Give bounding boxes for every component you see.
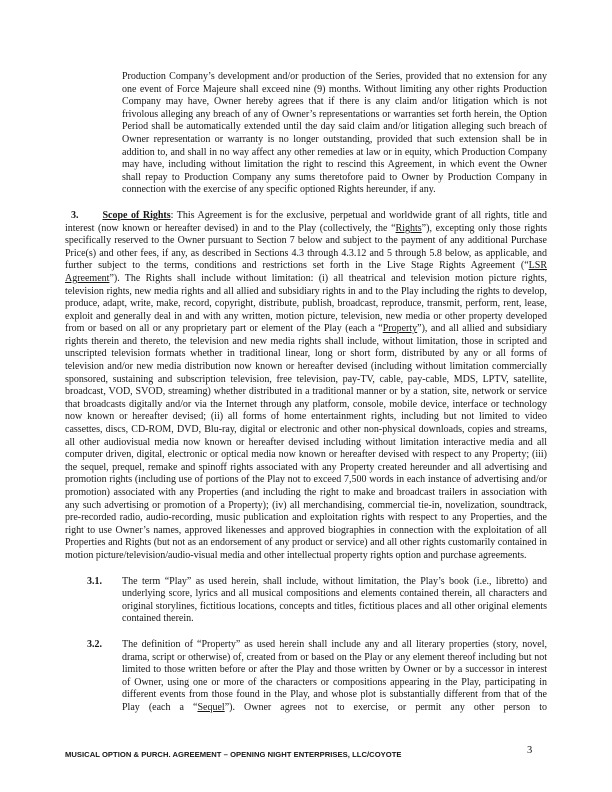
- section-3-paragraph: [65, 210, 547, 563]
- defined-term-lsr-agreement: LSR Agreement: [65, 260, 547, 284]
- document-body: [65, 71, 547, 728]
- section-3-2-paragraph: [65, 639, 547, 715]
- text-segment: ”). The Rights shall include without limitation: (i) all theatrical and television motion picture rights, television rights, new media rights and all allied and subsidiary rights in and to the Play including the rights to develop, produce, adapt, write, make, record, copyright, distribute, publish, broadcast, reproduce, transmit, perform, rent, lease, exploit and generally deal in and with any written, motion picture, television, new media or other property developed from or based on all or any proprietary part or element of the Play (each a “: [65, 272, 547, 335]
- page-number: 3: [527, 745, 533, 756]
- footer-document-title: MUSICAL OPTION & PURCH. AGREEMENT – OPENING NIGHT ENTERPRISES, LLC/COYOTE: [65, 750, 402, 759]
- defined-term-sequel: Sequel: [197, 701, 225, 713]
- text-segment: : This Agreement is for the exclusive, perpetual and worldwide grant of all rights, title and interest (now known or hereafter devised) in and to the Play (collectively, the “: [65, 209, 547, 234]
- section-heading: Scope of Rights: [102, 209, 171, 221]
- continuation-paragraph: [65, 71, 547, 197]
- subsection-number: 3.1.: [87, 575, 102, 587]
- text-segment: ”). Owner agrees not to exercise, or permit any other person to: [224, 701, 547, 713]
- text-segment: ”), and all allied and subsidiary rights therein and thereto, the television and new media rights shall include, without limitation, those in scripted and unscripted television formats whether in traditional linear, long or short form, distributed by any or all forms of television and/or new media distribution now known or hereafter devised (including without limitation commercially sponsored, sustaining and subscription television, free television, pay-TV, cable, pay-cable, MDS, LPTV, satellite, broadcast, VOD, SVOD, streaming) whether distributed in a traditional manner or by a station, site, network or service that broadcasts digitally and/or via the Internet through any platform, console, mobile device, interface or technology now known or hereafter devised; (ii) all forms of home entertainment rights, including but not limited to video cassettes, discs, CD-ROM, DVD, Blu-ray, digital or electronic and other non-physical downloads, copies and streams, all other audiovisual media now known or hereafter devised including without limitation interactive media and all computer driven, digital, electronic or optical media now known or hereafter devised with respect to any Property; (iii) the sequel, prequel, remake and spinoff rights associated with any Property created hereunder and all advertising and promotion rights (including use of portions of the Play not to exceed 7,500 words in each instance of advertising and/or promotion) associated with any Properties (and including the right to make and broadcast trailers in association with any such advertising or promotion of a Property); (iv) all merchandising, commercial tie-in, novelization, soundtrack, pre-recorded radio, audio-recording, music publication and exploitation rights with respect to any Properties, and the right to use Owner’s names, approved likenesses and approved biographies in connection with the exploitation of all Properties and Rights (but not as an endorsement of any product or service) and all other rights customarily contained in motion picture/television/audio-visual media and other intellectual property rights option and purchase agreements.: [65, 323, 547, 561]
- subsection-number: 3.2.: [87, 638, 102, 650]
- defined-term-rights: Rights: [395, 222, 422, 234]
- text-segment: The definition of “Property” as used herein shall include any and all literary properties (story, novel, drama, script or otherwise) of, created from or based on the Play or any element thereof including but not limited to those written before or after the Play and those written by Owner or by a successor in interest of Owner, using one or more of the characters or compositions appearing in the Play, participating in different events from those found in the Play, and whose plot is substantially different from that of the Play (each a “: [122, 638, 547, 713]
- paragraph-text: Production Company’s development and/or production of the Series, provided that no extension for any one event of Force Majeure shall exceed nine (9) months. Without limiting any other rights Production Company may have, Owner hereby agrees that if there is any claim and/or litigation which is not frivolous alleging any breach of any of Owner’s representations or warranties set forth herein, the Option Period shall be automatically extended until the day said claim and/or litigation alleging such breach of Owner representation or warranty is no longer outstanding, provided that such extension shall be in addition to, and shall in no way affect any other remedies at law or in equity, which Production Company may have, including without limitation the right to rescind this Agreement, in which event the Owner shall repay to Production Company any sums theretofore paid to Owner by Production Company in connection with the exercise of any specific optioned Rights hereunder, if any.: [122, 71, 547, 196]
- section-number: 3.: [71, 209, 79, 221]
- defined-term-property: Property: [382, 323, 418, 335]
- text-segment: ”), excepting only those rights specifically reserved to the Owner pursuant to Section 7 below and subject to the payment of any additional Purchase Price(s) and other fees, if any, as described in Sections 4.3 through 4.3.12 and 5 through 5.8 below, as applicable, and further subject to the terms, conditions and restrictions set forth in the Live Stage Rights Agreement (“: [65, 222, 547, 272]
- section-3-1-paragraph: [65, 576, 547, 626]
- paragraph-text: The term “Play” as used herein, shall include, without limitation, the Play’s book (i.e., libretto) and underlying score, lyrics and all musical compositions and elements contained therein, all characters and original storylines, fictitious locations, concepts and titles, fictitious places and all other original elements contained therein.: [122, 575, 547, 625]
